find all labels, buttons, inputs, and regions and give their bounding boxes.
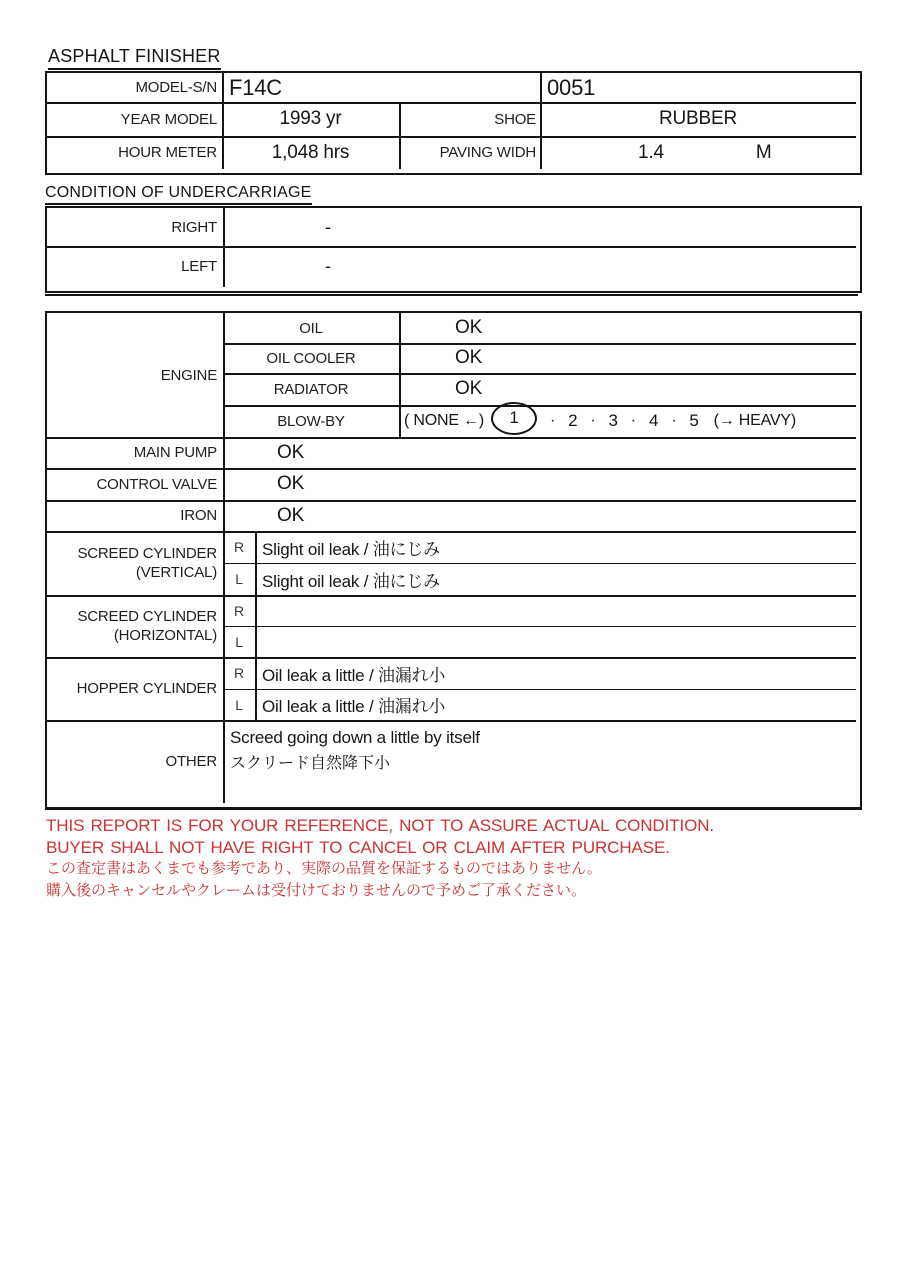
undercarriage-title: CONDITION OF UNDERCARRIAGE [45,184,312,205]
blowby-dot: · [590,412,596,429]
screed-horizontal-label-line2: (HORIZONTAL) [113,627,217,644]
hour-meter-label: HOUR METER [118,144,217,161]
disclaimer-line: 購入後のキャンセルやクレームは受付けておりませんので予めご了承ください。 [46,882,587,899]
hour-meter-value: 1,048 hrs [271,141,350,163]
radiator-label: RADIATOR [273,380,349,398]
shoe-label: SHOE [494,110,536,128]
undercarriage-col-divider [223,208,225,287]
section-divider-rule [45,294,858,296]
oil-cooler-value: OK [455,347,483,368]
hopper-l-label: L [235,696,243,713]
blowby-scale-2: 2 [568,411,578,430]
oil-value: OK [455,317,483,338]
disclaimer [46,815,826,902]
disclaimer-line: BUYER SHALL NOT HAVE RIGHT TO CANCEL OR CLAIM AFTER PURCHASE. [46,837,670,857]
blowby-dot: · [630,412,636,429]
screed-vertical-label-line2: (VERTICAL) [135,564,217,581]
screed-horizontal-l-value [262,626,852,657]
blowby-dot: · [549,412,556,429]
page-title: ASPHALT FINISHER [48,46,221,70]
left-value: - [325,256,331,276]
screed-horizontal-r-value [262,595,852,626]
paving-width-unit: M [755,141,772,163]
inspection-table [45,311,862,810]
hopper-r-value: Oil leak a little / 油漏れ小 [262,665,446,685]
year-model-label: YEAR MODEL [120,110,217,128]
iron-label: IRON [180,507,217,524]
spec-table [45,71,862,175]
paving-width-label: PAVING WIDH [439,144,536,161]
screed-vertical-l-label: L [235,571,243,587]
engine-label: ENGINE [160,366,217,384]
left-label: LEFT [181,258,217,275]
hopper-r-label: R [234,665,244,681]
main-pump-value: OK [277,441,305,463]
year-model-value: 1993 yr [279,108,342,129]
blowby-selected-circle [491,402,537,435]
screed-horizontal-l-label: L [235,633,243,650]
screed-horizontal-r-label: R [234,602,244,619]
other-label: OTHER [165,753,217,770]
iron-value: OK [277,504,305,526]
blowby-prefix: ( NONE ←) [404,412,484,429]
blowby-label: BLOW-BY [277,412,345,430]
undercarriage-table [45,206,862,293]
shoe-value: RUBBER [659,108,737,129]
control-valve-value: OK [277,473,305,494]
hopper-l-value: Oil leak a little / 油漏れ小 [262,697,446,716]
other-value-line1: Screed going down a little by itself [230,728,480,747]
right-value: - [325,216,331,237]
screed-vertical-label-line1: SCREED CYLINDER [77,545,217,562]
screed-horizontal-label-line1: SCREED CYLINDER [77,608,217,625]
disclaimer-line: この査定書はあくまでも参考であり、実際の品質を保証するものではありません。 [46,860,602,877]
other-value-line2: スクリード自然降下小 [230,755,391,772]
blowby-scale [404,405,856,437]
blowby-suffix: (→ HEAVY) [713,412,796,429]
right-label: RIGHT [171,218,217,236]
model-value: F14C [229,74,282,100]
paving-width-cell [540,136,856,169]
main-pump-label: MAIN PUMP [133,444,217,461]
engine-sub-col-divider [399,313,401,437]
control-valve-label: CONTROL VALVE [96,475,217,493]
screed-vertical-l-value: Slight oil leak / 油にじみ [262,571,440,591]
blowby-dot: · [671,412,677,429]
other-value [223,720,856,803]
model-sn-label: MODEL-S/N [135,79,217,96]
serial-value: 0051 [547,74,596,100]
screed-vertical-r-value: Slight oil leak / 油にじみ [262,539,440,559]
paving-width-value: 1.4 [638,141,664,163]
blowby-scale-3: 3 [608,411,618,430]
oil-cooler-label: OIL COOLER [266,349,356,367]
screed-vertical-label [47,531,217,595]
blowby-scale-4: 4 [648,411,659,430]
hopper-cylinder-label: HOPPER CYLINDER [76,680,217,697]
oil-label: OIL [299,319,323,337]
screed-horizontal-label [47,595,217,657]
disclaimer-line: THIS REPORT IS FOR YOUR REFERENCE, NOT TO ASSURE ACTUAL CONDITION. [46,816,715,835]
blowby-scale-5: 5 [689,411,699,430]
radiator-value: OK [455,378,483,399]
screed-vertical-r-label: R [234,539,244,555]
blowby-selected-value: 1 [509,408,519,427]
